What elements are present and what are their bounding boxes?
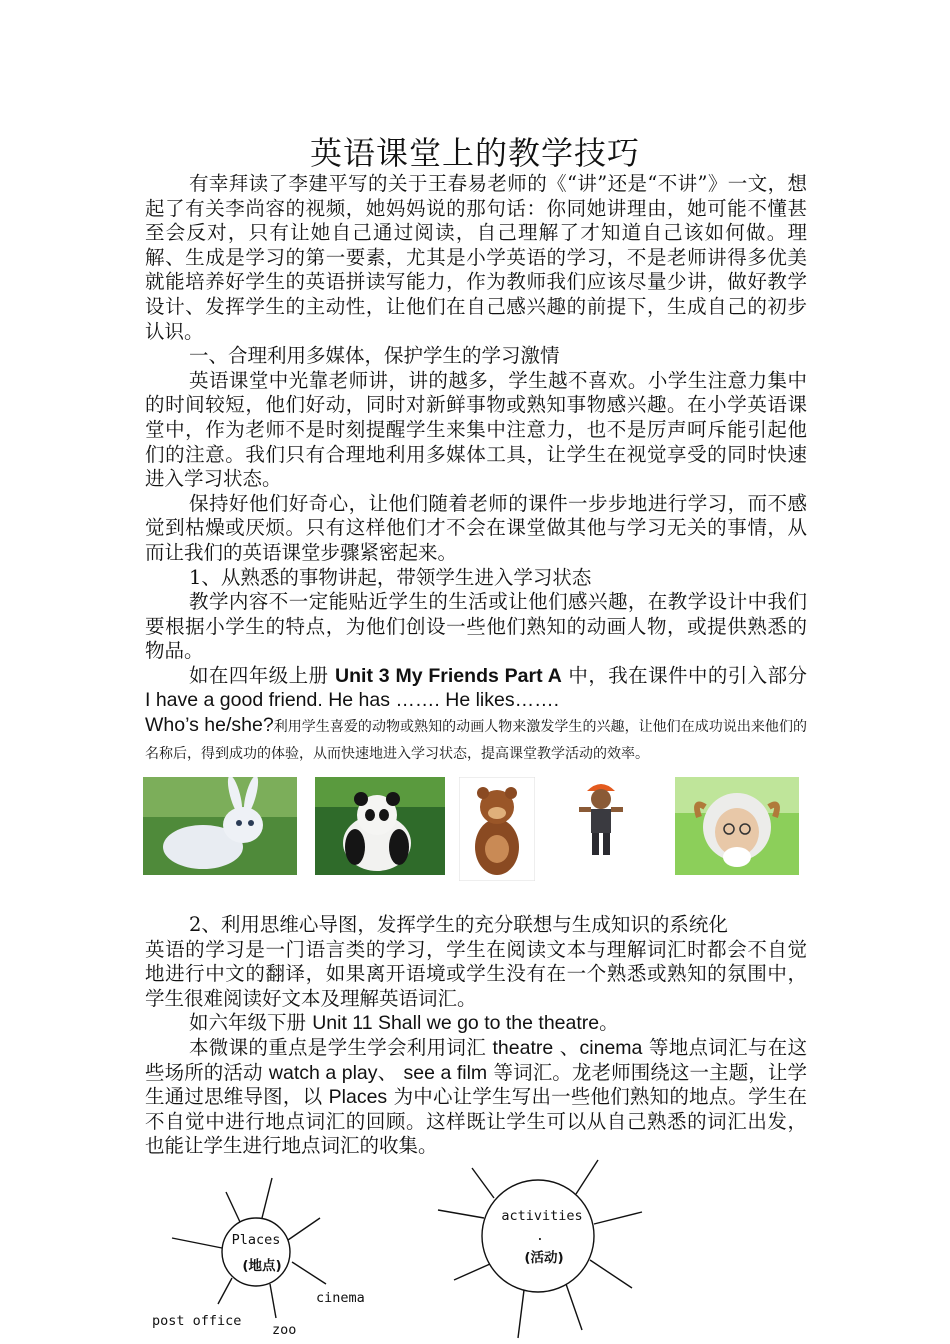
cartoon-man-picture <box>573 777 629 859</box>
activities-mind-map <box>438 1160 642 1338</box>
unit-title: Unit 11 Shall we go to the theatre <box>312 1012 600 1035</box>
text-run: 本微课的重点是学生学会利用词汇 <box>189 1036 493 1060</box>
cinema-label: cinema <box>316 1290 365 1306</box>
activities-label: activities <box>501 1208 583 1224</box>
point2-heading: 2、利用思维心导图，发挥学生的充分联想与生成知识的系统化 <box>189 913 728 937</box>
point1-paragraph-2 <box>145 664 807 713</box>
text-run: 。 <box>599 1011 619 1035</box>
text-run: 如在四年级上册 <box>189 663 336 687</box>
picture-gallery <box>145 777 807 889</box>
section1-paragraph-1: 英语课堂中光靠老师讲，讲的越多，学生越不喜欢。小学生注意力集中的时间较短，他们好动，同时对新鲜事物或熟知事物感兴趣。在小学英语课堂中，作为老师不是时刻提醒学生来集中注意力，也不是厉声呵斥能引起他们的注意。我们只有合理地利用多媒体工具，让学生在视觉享受的同时快速进入学习状态。 <box>145 368 807 491</box>
section1-heading: 一、合理利用多媒体，保护学生的学习激情 <box>189 344 560 368</box>
panda-picture <box>315 777 445 875</box>
text-run: 中，我在课件中的引入部分 <box>561 663 808 687</box>
text-run: 、 <box>553 1036 580 1060</box>
text-run: 等词汇。龙老师围绕这一主题，让学生通过思维导图，以 <box>145 1060 808 1109</box>
page-title: 英语课堂上的教学技巧 <box>309 134 640 172</box>
text-run: 为中心让学生写出一些他们熟知的地点。学生在不自觉中进行地点词汇的回顾。这样既让学生可以从自己熟悉的词汇出发，也能让学生进行地点词汇的收集。 <box>145 1085 807 1158</box>
small-note: 利用学生喜爱的动物或熟知的动画人物来激发学生的兴趣，让他们在成功说出来他们的名称后，得到成功的体验，从而快速地进入学习状态，提高课堂教学活动的效率。 <box>145 719 807 763</box>
activities-dot: . <box>535 1228 545 1244</box>
vocab-word: Places <box>328 1086 388 1109</box>
text-run: 、 <box>377 1060 404 1084</box>
vocab-word: theatre <box>492 1037 554 1060</box>
english-phrase: I have a good friend. He has ……. He likes……. <box>145 689 560 712</box>
text-run: 等地点词汇与在这些场所的活动 <box>145 1036 808 1084</box>
post-office-label: post office <box>152 1313 242 1329</box>
vocab-phrase: watch a play <box>268 1061 378 1084</box>
places-mind-map <box>172 1178 326 1318</box>
old-goat-picture <box>675 777 799 875</box>
vocab-phrase: see a film <box>403 1061 488 1084</box>
intro-paragraph: 有幸拜读了李建平写的关于王春易老师的《“讲”还是“不讲”》一文，想起了有关李尚容的视频，她妈妈说的那句话：你同她讲理由，她可能不懂甚至会反对，只有让她自己通过阅读，自己理解了才知道自己该如何做。理解、生成是学习的第一要素，尤其是小学英语的学习，不是老师讲得多优美就能培养好学生的英语拼读写能力，作为教师我们应该尽量少讲，做好教学设计、发挥学生的主动性，让他们在自己感兴趣的前提下，生成自己的初步认识。 <box>145 172 807 343</box>
english-question: Who’s he/she? <box>145 714 274 737</box>
point1-paragraph-3 <box>145 713 807 767</box>
document-body <box>145 172 807 1159</box>
activities-cn-label: (活动) <box>524 1250 564 1266</box>
point2-paragraph-1: 英语的学习是一门语言类的学习，学生在阅读文本与理解词汇时都会不自觉地进行中文的翻译，如果离开语境或学生没有在一个熟悉或熟知的氛围中，学生很难阅读好文本及理解英语词汇。 <box>145 937 807 1010</box>
section1-paragraph-2: 保持好他们好奇心，让他们随着老师的课件一步步地进行学习，而不感觉到枯燥或厌烦。只有这样他们才不会在课堂做其他与学习无关的事情，从而让我们的英语课堂步骤紧密起来。 <box>145 491 807 564</box>
point2-paragraph-3 <box>145 1036 807 1159</box>
unit-title: Unit 3 My Friends Part A <box>335 664 562 687</box>
bear-picture <box>459 777 535 881</box>
zoo-label: zoo <box>272 1322 297 1338</box>
places-cn-label: (地点) <box>242 1258 282 1274</box>
rabbit-picture <box>143 777 297 875</box>
places-label: Places <box>231 1232 281 1248</box>
vocab-word: cinema <box>579 1037 643 1060</box>
point1-heading: 1、从熟悉的事物讲起，带领学生进入学习状态 <box>189 565 592 589</box>
point1-paragraph-1: 教学内容不一定能贴近学生的生活或让他们感兴趣，在教学设计中我们要根据小学生的特点，为他们创设一些他们熟知的动画人物，或提供熟悉的物品。 <box>145 590 807 663</box>
point2-paragraph-2 <box>145 1011 807 1036</box>
text-run: 如六年级下册 <box>189 1011 313 1035</box>
